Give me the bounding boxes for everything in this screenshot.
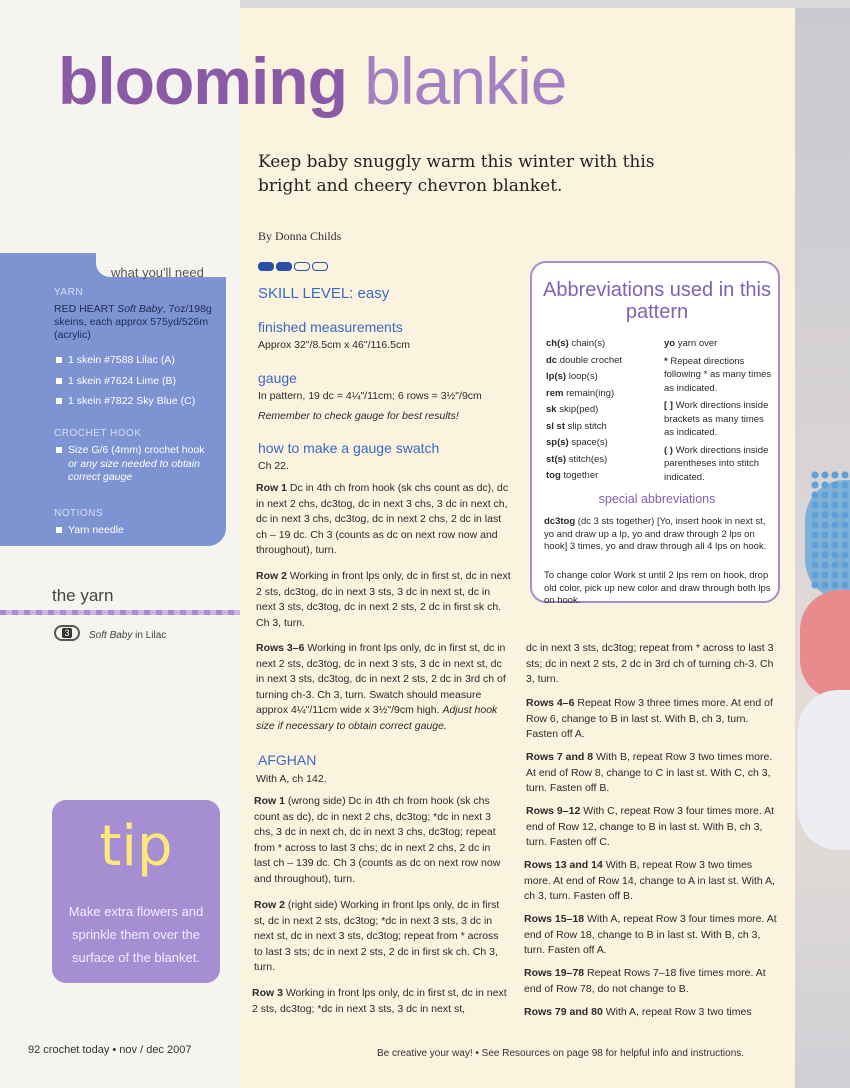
rows-15-18: Rows 15–18 With A, repeat Row 3 four times more. At end of Row 18, change to B in last st. With B, ch 3, turn. Fasten off A. xyxy=(524,913,777,956)
abbreviation-item: ( ) Work directions inside parentheses into stitch indicated. xyxy=(664,444,769,483)
abbreviation-item: lp(s) loop(s) xyxy=(546,371,598,382)
hook-item: Size G/6 (4mm) crochet hook xyxy=(56,444,205,457)
swatch-row-2: Row 2 Working in front lps only, dc in first st, dc in next 2 sts, dc3tog, dc in next 3 sts, 3 dc in next st, dc in next 3 sts, dc3tog, dc in next 2 sts, 2 dc in first sk ch. Ch 3, turn. xyxy=(256,570,511,629)
skein-item: 1 skein #7624 Lime (B) xyxy=(56,375,176,388)
swatch-heading: how to make a gauge swatch xyxy=(258,440,440,456)
footer-note: Be creative your way! • See Resources on page 98 for helpful info and instructions. xyxy=(377,1048,745,1059)
afghan-heading: AFGHAN xyxy=(258,752,317,768)
yarn-name: Soft Baby in Lilac xyxy=(89,630,167,641)
skill-segment xyxy=(276,262,292,271)
abbreviation-item: rem remain(ing) xyxy=(546,387,615,399)
subtitle: Keep baby snuggly warm this winter with this bright and cheery chevron blanket. xyxy=(258,152,655,196)
abbreviation-item: [ ] Work directions inside brackets as many times as indicated. xyxy=(664,400,769,438)
skill-level: SKILL LEVEL: easy xyxy=(258,285,390,302)
rows-13-14: Rows 13 and 14 With B, repeat Row 3 two times more. At end of Row 14, change to A in last st. With A, ch 3, turn. Fasten off B. xyxy=(524,859,775,902)
rows-7-8: Rows 7 and 8 With B, repeat Row 3 two times more. At end of Row 8, change to C in last st. With C, ch 3, turn. Fasten off B. xyxy=(526,751,773,794)
hook-label: CROCHET HOOK xyxy=(54,428,142,439)
skein-item: 1 skein #7588 Lilac (A) xyxy=(56,354,175,367)
swatch-row-1: Row 1 Dc in 4th ch from hook (sk chs count as dc), dc in next 2 chs, dc3tog, dc in next 3 chs, 3 dc in next ch, dc in next 3 chs, dc3tog, dc in next 2 chs, 2 dc in last ch – 19 dc. Ch 3 (counts as dc on next row now and throughout), turn. xyxy=(256,482,509,556)
color-change-note: To change color Work st until 2 lps rem on hook, drop old color, pick up new color and draw through both lps on hook. xyxy=(544,570,771,606)
skill-level-meter xyxy=(258,262,328,271)
measurements-heading: finished measurements xyxy=(258,319,403,335)
tip-body: Make extra flowers and sprinkle them over the surface of the blanket. xyxy=(68,904,204,965)
afghan-row-2: Row 2 (right side) Working in front lps only, dc in first st, dc in next 2 sts, dc3tog; *dc in next 3 sts, 3 dc in next st, dc in next 3 sts, dc3tog; repeat from * across to last 3 sts; dc in next 2 sts, 2 dc in first sk ch. Ch 3, turn. xyxy=(254,899,500,973)
abbreviations-box xyxy=(530,261,780,606)
abbreviation-item: dc double crochet xyxy=(546,354,623,366)
rows-19-78: Rows 19–78 Repeat Rows 7–18 five times more. At end of Row 78, do not change to B. xyxy=(524,967,766,995)
footer-folio: 92 crochet today • nov / dec 2007 xyxy=(28,1044,192,1056)
crochet-texture xyxy=(810,470,850,590)
white-stripe-photo xyxy=(798,690,850,850)
afghan-row-3: Row 3 Working in front lps only, dc in first st, dc in next 2 sts, dc3tog; *dc in next 3 sts, 3 dc in next st, xyxy=(252,987,507,1015)
abbreviation-item: sk skip(ped) xyxy=(546,404,599,415)
afghan-row-1: Row 1 (wrong side) Dc in 4th ch from hook (sk chs count as dc), dc in next 2 chs, dc3tog; *dc in next 3 chs, 3 dc in next ch, dc in next 3 chs, dc3tog; repeat from * across to last 3 chs; dc in next 2 chs, 2 dc in last ch – 139 dc. Ch 3 (counts as dc on next row now and throughout), turn. xyxy=(254,795,501,885)
abbreviation-item: tog together xyxy=(546,470,599,481)
gauge-text: In pattern, 19 dc = 4¼"/11cm; 6 rows = 3½"/9cm xyxy=(258,390,482,402)
materials-box xyxy=(0,253,226,546)
rows-9-12: Rows 9–12 With C, repeat Row 3 four times more. At end of Row 12, change to B in last st. With B, ch 3, turn. Fasten off C. xyxy=(526,805,775,848)
title-part-1: blooming xyxy=(58,44,347,118)
abbreviations-heading: Abbreviations used in this pattern xyxy=(543,279,771,323)
abbreviation-item: st(s) stitch(es) xyxy=(546,453,608,465)
gauge-note: Remember to check gauge for best results! xyxy=(258,410,459,422)
notions-label: NOTIONS xyxy=(54,508,104,519)
tip-box xyxy=(52,800,220,983)
abbreviations-right-column xyxy=(664,337,772,484)
yarn-brand: RED HEART xyxy=(54,303,118,315)
yarn-heading: the yarn xyxy=(52,586,114,605)
abbreviation-item: sl st slip stitch xyxy=(546,420,607,432)
pink-stripe-photo xyxy=(800,590,850,700)
hook-note: or any size needed to obtain correct gauge xyxy=(68,458,200,483)
measurements-text: Approx 32"/8.5cm x 46"/116.5cm xyxy=(258,339,411,351)
dc3tog-definition: dc3tog (dc 3 sts together) [Yo, insert hook in next st, yo and draw up a lp, yo and draw through 2 lps on hook] 3 times, yo and draw through all 4 lps on hook. xyxy=(544,516,767,552)
skill-segment xyxy=(294,262,310,271)
skill-segment xyxy=(258,262,274,271)
afghan-start: With A, ch 142. xyxy=(256,773,327,785)
abbreviation-item: * Repeat directions following * as many times as indicated. xyxy=(664,355,772,394)
swatch-chain: Ch 22. xyxy=(258,460,289,472)
abbreviations-left-column xyxy=(546,337,658,483)
rows-4-6: Rows 4–6 Repeat Row 3 three times more. At end of Row 6, change to B in last st. With B, ch 3, turn. Fasten off A. xyxy=(526,697,773,740)
yarn-description xyxy=(54,303,214,342)
yarn-weight-icon: 3 xyxy=(54,625,80,641)
page-title xyxy=(58,44,567,118)
abbreviation-item: sp(s) space(s) xyxy=(546,437,608,448)
title-part-2: blankie xyxy=(364,44,567,118)
yarn-label: YARN xyxy=(54,287,84,298)
skill-segment xyxy=(312,262,328,271)
row-3-continued: dc in next 3 sts, dc3tog; repeat from * across to last 3 sts; dc in next 2 sts, 2 dc in 3rd ch of turning ch-3. Ch 3, turn. xyxy=(526,642,774,685)
gauge-heading: gauge xyxy=(258,370,297,386)
notions-item: Yarn needle xyxy=(56,524,124,537)
tip-title: tip xyxy=(99,814,173,879)
yarn-specs: , 7oz/198g skeins, each approx 575yd/526m (acrylic) xyxy=(54,303,212,341)
special-abbreviations-heading: special abbreviations xyxy=(598,492,716,506)
abbreviation-item: ch(s) chain(s) xyxy=(546,338,606,349)
skein-item: 1 skein #7822 Sky Blue (C) xyxy=(56,395,195,408)
yarn-line: Soft Baby xyxy=(117,303,163,315)
materials-heading: what you'll need xyxy=(111,265,204,280)
swatch-rows-3-6: Rows 3–6 Working in front lps only, dc in first st, dc in next 2 sts, dc3tog, dc in next 3 sts, 3 dc in next st, dc in next 3 sts, dc3tog, dc in next 2 sts, 2 dc in 3rd ch of turning ch-3. Ch 3, turn. Swatch should measure approx 4¼"/11cm wide x 3½"/9cm high. Adjust hook size if necessary to obtain correct gauge. xyxy=(256,642,506,732)
yarn-divider xyxy=(0,610,240,615)
abbreviation-item: yo yarn over xyxy=(664,338,718,349)
rows-79-80: Rows 79 and 80 With A, repeat Row 3 two times xyxy=(524,1006,752,1018)
byline: By Donna Childs xyxy=(258,229,342,243)
